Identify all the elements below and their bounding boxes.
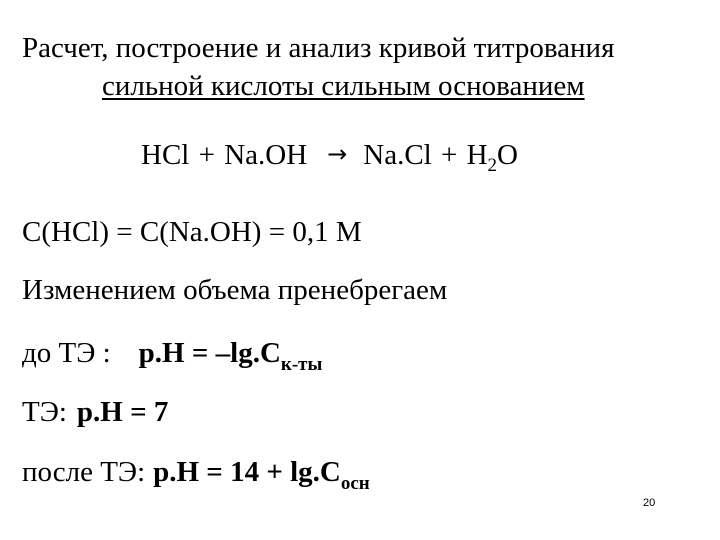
reaction-arrow-icon: → bbox=[327, 140, 348, 168]
after-equivalence-point bbox=[22, 458, 370, 493]
slide-title-line-1: Расчет, построение и анализ кривой титрования bbox=[22, 32, 615, 64]
concentration-statement: C(HCl) = C(Na.OH) = 0,1 M bbox=[22, 216, 362, 248]
plus-sign: + bbox=[440, 139, 458, 171]
before-equivalence-point bbox=[22, 339, 322, 374]
product-water: $H_2O$ bbox=[466, 139, 518, 176]
after-te-label: после ТЭ: bbox=[22, 456, 146, 488]
reactant-hcl: HCl bbox=[141, 139, 190, 171]
at-te-label: ТЭ: bbox=[22, 396, 67, 428]
at-te-formula: p.H = 7 bbox=[76, 396, 169, 428]
page-number: 20 bbox=[643, 497, 656, 509]
product-nacl: Na.Cl bbox=[363, 139, 432, 171]
volume-note: Изменением объема пренебрегаем bbox=[22, 274, 448, 306]
at-equivalence-point bbox=[22, 398, 168, 427]
before-te-formula: $p.H = -\lg.C_{к-ты}$ bbox=[138, 337, 323, 375]
slide-title-line-2: сильной кислоты сильным основанием bbox=[102, 70, 585, 102]
before-te-label: до ТЭ : bbox=[22, 337, 111, 369]
plus-sign: + bbox=[198, 139, 215, 171]
reactant-naoh: Na.OH bbox=[224, 139, 308, 171]
after-te-formula: $p.H = 14 + \lg.C_{осн}$ bbox=[153, 456, 370, 494]
reaction-equation bbox=[141, 141, 518, 175]
